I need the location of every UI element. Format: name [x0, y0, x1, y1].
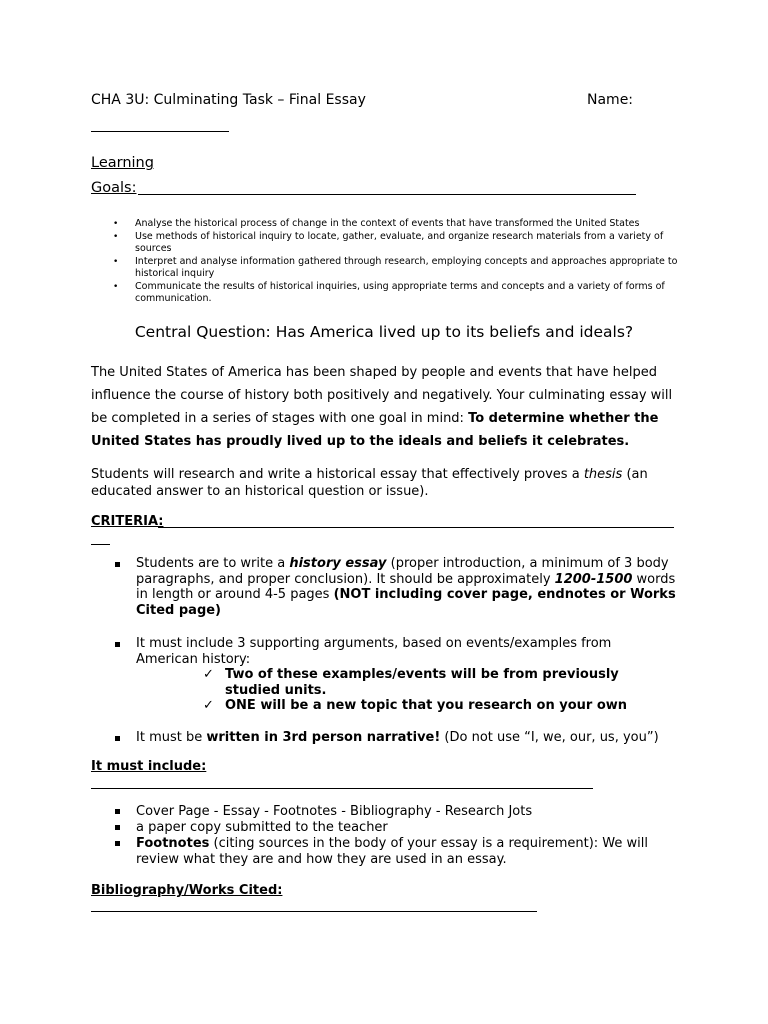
learning-goals-list	[108, 218, 688, 306]
learning-goals-heading-line1: Learning	[91, 155, 154, 171]
bibliography-heading: Bibliography/Works Cited:	[91, 883, 283, 898]
criteria-underline	[158, 527, 674, 528]
list-item: • Interpret and analyse information gathered through research, employing concepts and approaches appropriate to historical inquiry	[108, 256, 688, 281]
learning-goals-underline	[138, 194, 636, 195]
name-blank-line	[91, 131, 229, 132]
checklist-item: ✓ ONE will be a new topic that you research on your own	[203, 698, 676, 714]
essay-goal: To determine whether the United States has proudly lived up to the ideals and beliefs it celebrates.	[91, 411, 659, 449]
must-include-list	[91, 804, 681, 868]
list-item: • Use methods of historical inquiry to locate, gather, evaluate, and organize research materials from a variety of sources	[108, 231, 688, 256]
course-code: CHA 3U:	[91, 92, 150, 108]
list-item: • Communicate the results of historical inquiries, using appropriate terms and concepts and a variety of forms of communication.	[108, 281, 688, 306]
must-include-underline	[91, 788, 593, 789]
task-title: Culminating Task – Final Essay	[149, 92, 366, 108]
intro-paragraph-1: The United States of America has been shaped by people and events that have helped influence the course of history both positively and negatively. Your culminating essay will be completed in a series of stages with one goal in mind: To determine whether the United States has proudly lived up to the ideals and beliefs it celebrates.	[91, 365, 673, 449]
checklist-item: ✓ Two of these examples/events will be from previously studied units.	[203, 667, 676, 698]
list-item: Students are to write a history essay (proper introduction, a minimum of 3 body paragraphs, and proper conclusion). It should be approximately 1200-1500 words in length or around 4-5 pages (NOT including cover page, endnotes or Works Cited page)	[91, 556, 676, 618]
learning-goals-heading-line2: Goals:	[91, 180, 137, 196]
name-label: Name:	[587, 92, 634, 108]
list-item: It must be written in 3rd person narrative! (Do not use “I, we, our, us, you”)	[91, 730, 676, 746]
criteria-heading: CRITERIA:	[91, 514, 164, 529]
list-item: a paper copy submitted to the teacher	[91, 820, 681, 836]
criteria-underline-wrap	[91, 544, 110, 545]
intro-paragraph-2: Students will research and write a historical essay that effectively proves a thesis (an educated answer to an historical question or issue).	[91, 467, 648, 499]
list-item: It must include 3 supporting arguments, based on events/examples from American history: ✓ Two of these examples/events will be from previously studied units. ✓ ONE will be a new topic that you research on your own	[91, 636, 676, 714]
document-title	[91, 92, 366, 108]
checklist	[203, 667, 676, 714]
list-item: Footnotes (citing sources in the body of your essay is a requirement): We will review what they are and how they are used in an essay.	[91, 836, 681, 868]
must-include-heading: It must include:	[91, 759, 207, 774]
list-item: Cover Page - Essay - Footnotes - Bibliography - Research Jots	[91, 804, 681, 820]
bibliography-underline	[91, 911, 537, 912]
list-item: • Analyse the historical process of change in the context of events that have transformed the United States	[108, 218, 688, 231]
criteria-list	[91, 556, 676, 745]
central-question: Central Question: Has America lived up to its beliefs and ideals?	[134, 323, 634, 341]
